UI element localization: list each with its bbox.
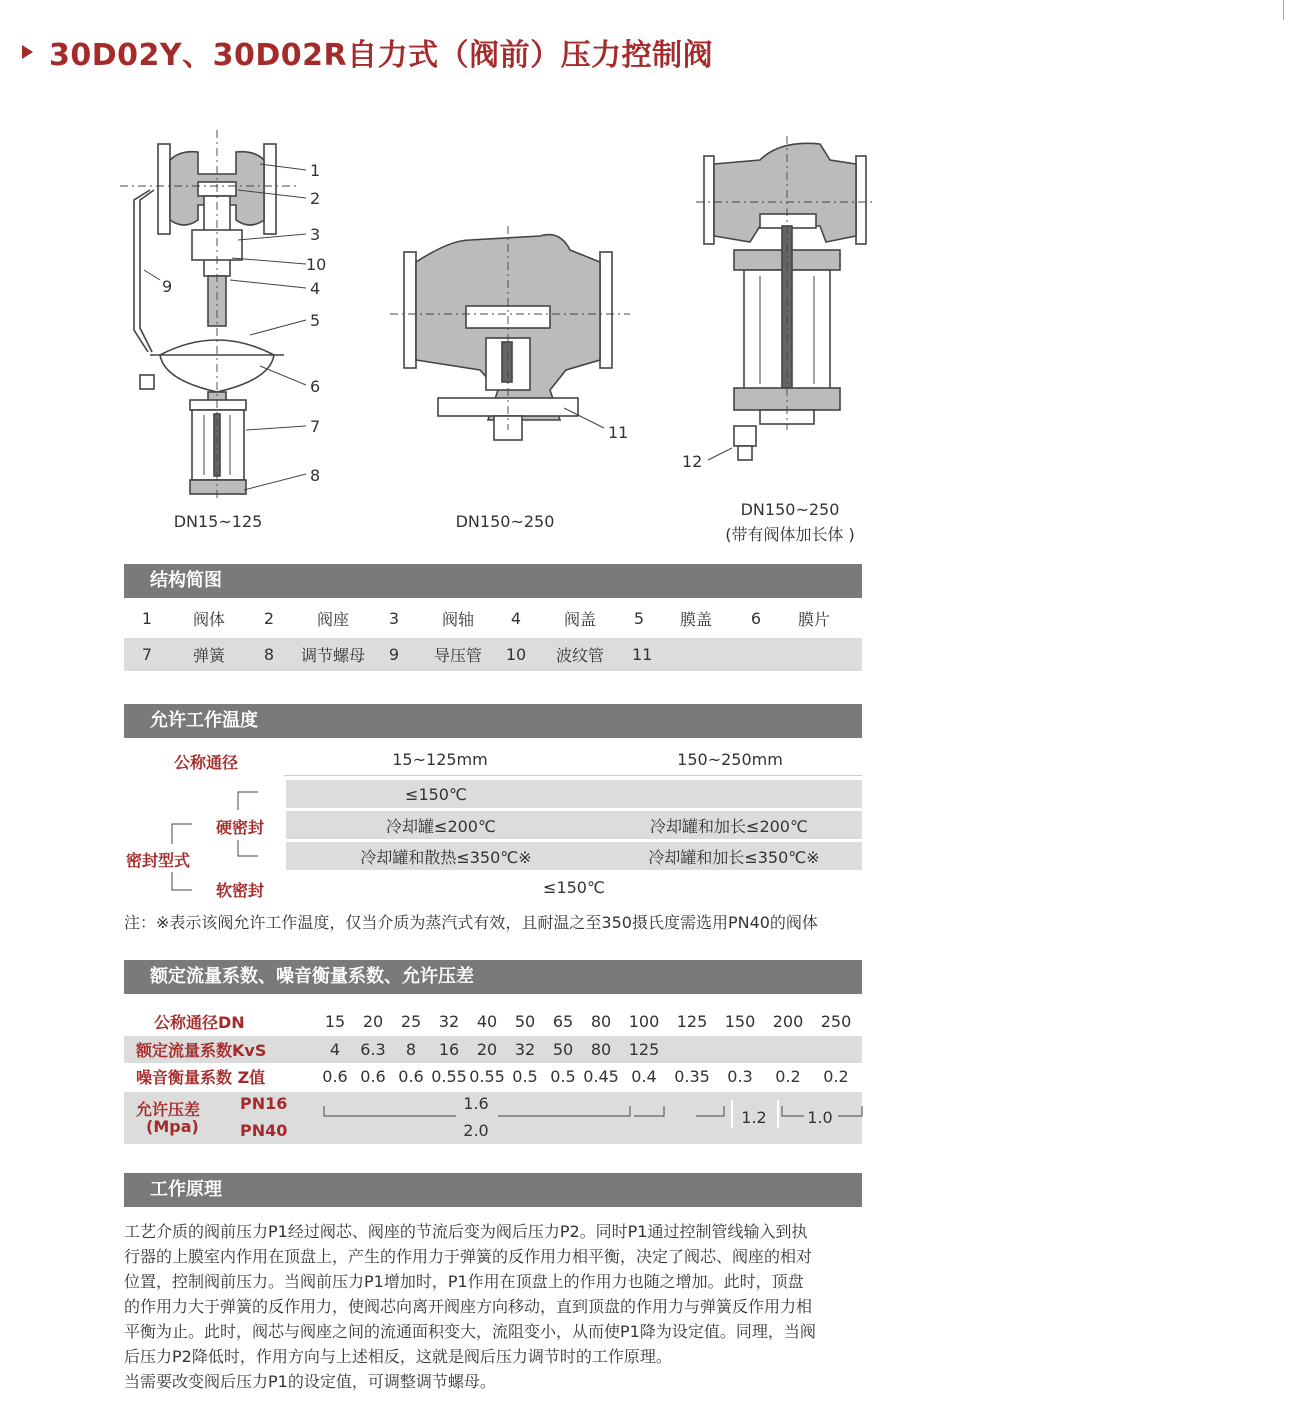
diagram-label-9: 9 xyxy=(162,277,173,296)
z-value: 0.2 xyxy=(823,1067,849,1086)
diagram-label-4: 4 xyxy=(310,279,321,298)
valve-drawing-dn150-250-extended xyxy=(682,136,876,471)
principle-line: 行器的上膜室内作用在顶盘上，产生的作用力于弹簧的反作用力相平衡，决定了阀芯、阀座的相对 xyxy=(124,1247,813,1266)
z-value: 0.4 xyxy=(631,1067,657,1086)
dn-value: 25 xyxy=(400,1012,422,1031)
diagram-label-10: 10 xyxy=(306,255,327,274)
seal-type-label: 密封型式 xyxy=(126,851,191,870)
hard-seal-label: 硬密封 xyxy=(216,818,265,837)
temperature-header: 允许工作温度 xyxy=(124,704,862,738)
hard-seal-temp-3a: 冷却罐和散热≤350℃※ xyxy=(360,847,532,867)
kvs-value: 6.3 xyxy=(360,1040,386,1059)
z-value: 0.6 xyxy=(322,1067,348,1086)
dn-value: 40 xyxy=(476,1012,498,1031)
z-value: 0.3 xyxy=(727,1067,753,1086)
structure-num: 1 xyxy=(141,609,153,628)
pressure-diff-label: 允许压差 xyxy=(136,1100,201,1119)
structure-part: 阀体 xyxy=(192,610,225,629)
kvs-value: 4 xyxy=(329,1040,341,1059)
diagram-label-3: 3 xyxy=(310,225,321,244)
structure-part: 导压管 xyxy=(433,646,482,665)
hard-seal-temp-2a: 冷却罐≤200℃ xyxy=(386,816,496,836)
structure-num: 5 xyxy=(633,609,645,628)
kvs-value: 20 xyxy=(476,1040,498,1059)
caption-ext-note: (带有阀体加长体 ) xyxy=(725,525,855,544)
dn-label: 公称通径DN xyxy=(154,1013,245,1032)
structure-part: 阀盖 xyxy=(563,610,596,629)
kvs-value: 125 xyxy=(628,1040,660,1059)
structure-row-1 xyxy=(124,602,862,635)
hard-seal-row-3 xyxy=(286,842,862,870)
kvs-label: 额定流量系数KvS xyxy=(136,1041,267,1060)
valve-drawing-dn15-125 xyxy=(120,130,326,502)
structure-row-2 xyxy=(124,638,862,671)
pn40-value: 2.0 xyxy=(463,1121,489,1140)
dn-row xyxy=(124,1008,862,1035)
structure-part: 阀轴 xyxy=(441,610,474,629)
structure-part: 膜盖 xyxy=(679,610,712,629)
principle-line: 的作用力大于弹簧的反作用力，使阀芯向离开阀座方向移动，直到顶盘的作用力与弹簧反作用力相 xyxy=(124,1297,813,1316)
diagram-label-1: 1 xyxy=(310,161,321,180)
dn-value: 50 xyxy=(514,1012,536,1031)
flow-header: 额定流量系数、噪音衡量系数、允许压差 xyxy=(124,960,862,994)
diagram-label-8: 8 xyxy=(310,466,321,485)
kvs-row xyxy=(124,1036,862,1063)
principle-line: 平衡为止。此时，阀芯与阀座之间的流通面积变大，流阻变小，从而使P1降为设定值。同理，当阀 xyxy=(124,1322,816,1341)
dn-value: 150 xyxy=(724,1012,756,1031)
kvs-value: 8 xyxy=(405,1040,417,1059)
kvs-value: 80 xyxy=(590,1040,612,1059)
seal-bracket xyxy=(164,788,264,896)
pressure-diff-unit: (Mpa) xyxy=(146,1117,199,1136)
kvs-value: 32 xyxy=(514,1040,536,1059)
structure-num: 10 xyxy=(505,645,527,664)
structure-num: 4 xyxy=(510,609,522,628)
pn16-value: 1.6 xyxy=(463,1094,489,1113)
diagram-label-2: 2 xyxy=(310,189,321,208)
nominal-diameter-label: 公称通径 xyxy=(174,753,239,772)
principle-text xyxy=(124,1219,864,1394)
structure-num: 9 xyxy=(388,645,400,664)
structure-num: 2 xyxy=(263,609,275,628)
dn-value: 80 xyxy=(590,1012,612,1031)
diagram-label-12: 12 xyxy=(682,452,703,471)
dn-value: 200 xyxy=(772,1012,804,1031)
principle-line: 工艺介质的阀前压力P1经过阀芯、阀座的节流后变为阀后压力P2。同时P1通过控制管线输入到执 xyxy=(124,1222,808,1241)
pressure-range-lines xyxy=(320,1098,866,1128)
diagram-label-6: 6 xyxy=(310,377,321,396)
z-value: 0.55 xyxy=(431,1067,467,1086)
structure-num: 7 xyxy=(141,645,153,664)
caption-dn150-250-ext: DN150~250 xyxy=(740,500,840,519)
dn-value: 15 xyxy=(324,1012,346,1031)
title-triangle-icon xyxy=(22,45,33,59)
soft-seal-temp: ≤150℃ xyxy=(543,878,605,897)
temperature-note: 注：※表示该阀允许工作温度，仅当介质为蒸汽式有效，且耐温之至350摄氏度需选用PN40的阀体 xyxy=(124,913,818,932)
hard-seal-temp-1: ≤150℃ xyxy=(405,784,467,804)
hard-seal-temp-2b: 冷却罐和加长≤200℃ xyxy=(650,816,808,836)
dn-value: 20 xyxy=(362,1012,384,1031)
structure-num: 3 xyxy=(388,609,400,628)
dn-value: 100 xyxy=(628,1012,660,1031)
z-row xyxy=(124,1063,862,1090)
hard-seal-row-1 xyxy=(286,780,862,808)
z-value: 0.6 xyxy=(398,1067,424,1086)
z-value: 0.35 xyxy=(674,1067,710,1086)
structure-part: 弹簧 xyxy=(192,646,225,665)
z-value: 0.5 xyxy=(550,1067,576,1086)
valve-drawing-dn150-250 xyxy=(390,226,630,442)
diagram-label-7: 7 xyxy=(310,417,321,436)
soft-seal-label: 软密封 xyxy=(216,881,265,900)
page-title xyxy=(22,30,713,74)
principle-header: 工作原理 xyxy=(124,1173,862,1207)
structure-header: 结构简图 xyxy=(124,564,862,598)
principle-line: 后压力P2降低时，作用方向与上述相反，这就是阀后压力调节时的工作原理。 xyxy=(124,1347,672,1366)
hard-seal-row-2 xyxy=(286,811,862,839)
diagram-label-5: 5 xyxy=(310,311,321,330)
z-value: 0.5 xyxy=(512,1067,538,1086)
temp-col-2: 150~250mm xyxy=(677,750,783,769)
kvs-value: 50 xyxy=(552,1040,574,1059)
structure-num: 6 xyxy=(750,609,762,628)
z-value: 0.55 xyxy=(469,1067,505,1086)
pn40-label: PN40 xyxy=(240,1121,288,1140)
kvs-value: 16 xyxy=(438,1040,460,1059)
structure-part: 调节螺母 xyxy=(300,646,365,665)
diagram-label-11: 11 xyxy=(608,423,629,442)
page-edge-line xyxy=(1283,0,1284,20)
title-text: 30D02Y、30D02R自力式（阀前）压力控制阀 xyxy=(49,38,714,73)
structure-num: 8 xyxy=(263,645,275,664)
temp-divider xyxy=(284,775,862,776)
structure-part: 膜片 xyxy=(797,610,830,629)
caption-dn150-250: DN150~250 xyxy=(455,512,555,531)
z-value: 0.6 xyxy=(360,1067,386,1086)
z-label: 噪音衡量系数 Z值 xyxy=(136,1068,266,1087)
dn-value: 32 xyxy=(438,1012,460,1031)
z-value: 0.2 xyxy=(775,1067,801,1086)
structure-part: 波纹管 xyxy=(555,646,604,665)
z-value: 0.45 xyxy=(583,1067,619,1086)
principle-line: 位置，控制阀前压力。当阀前压力P1增加时，P1作用在顶盘上的作用力也随之增加。此时，顶盘 xyxy=(124,1272,804,1291)
dn-value: 65 xyxy=(552,1012,574,1031)
structure-part: 阀座 xyxy=(316,610,349,629)
structure-num: 11 xyxy=(632,645,653,664)
caption-dn15-125: DN15~125 xyxy=(173,512,263,531)
pn-value-1-0: 1.0 xyxy=(807,1108,833,1127)
pn-value-1-2: 1.2 xyxy=(741,1108,767,1127)
temp-col-1: 15~125mm xyxy=(392,750,488,769)
pn16-label: PN16 xyxy=(240,1094,288,1113)
valve-drawings xyxy=(120,130,880,510)
hard-seal-temp-3b: 冷却罐和加长≤350℃※ xyxy=(648,847,820,867)
dn-value: 250 xyxy=(820,1012,852,1031)
dn-value: 125 xyxy=(676,1012,708,1031)
principle-line: 当需要改变阀后压力P1的设定值，可调整调节螺母。 xyxy=(124,1372,496,1391)
